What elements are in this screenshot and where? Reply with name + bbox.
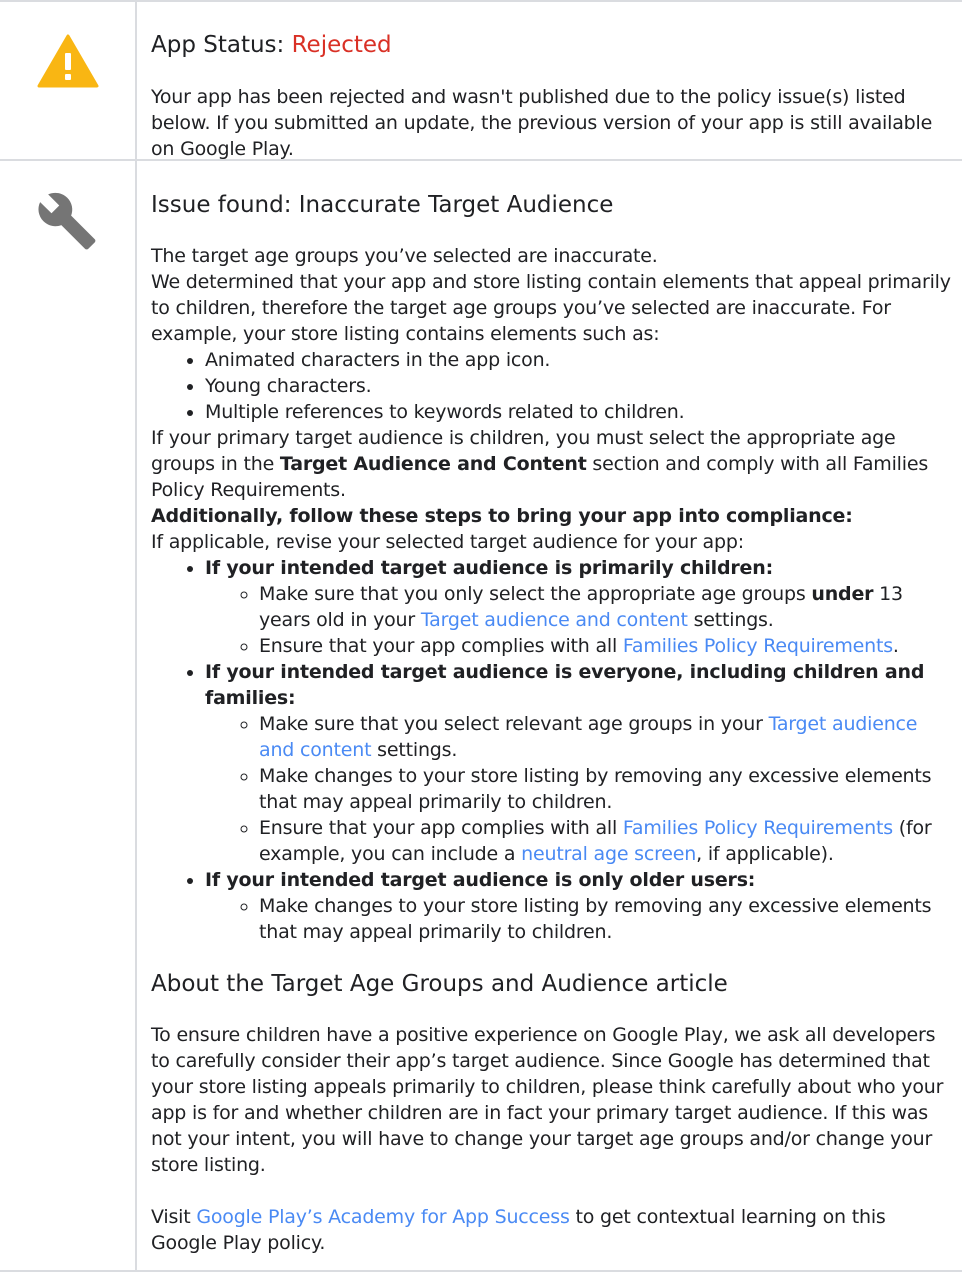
bottom-divider: [0, 1270, 962, 1272]
step-text: Make sure that you only select the appropriate age groups: [259, 583, 812, 605]
families-policy-link[interactable]: Families Policy Requirements: [622, 817, 893, 839]
older-heading: If your intended target audience is only older users:: [205, 869, 756, 891]
if-applicable-text: If applicable, revise your selected target audience for your app:: [151, 531, 744, 553]
list-item: [259, 711, 956, 763]
step-text: (for example, you can include a: [259, 817, 932, 865]
primary-audience-paragraph: [151, 425, 956, 503]
additionally-text: Additionally, follow these steps to bring your app into compliance:: [151, 505, 853, 527]
step-text: settings.: [687, 609, 774, 631]
step-text: settings.: [371, 739, 458, 761]
status-heading: [151, 30, 956, 60]
issue-section: [151, 190, 956, 1256]
primary-text-pre: If your primary target audience is children, you must select the appropriate age groups in the: [151, 427, 896, 475]
primary-text-bold: Target Audience and Content: [279, 453, 587, 475]
elements-list: [151, 347, 956, 425]
list-item: [259, 581, 956, 633]
list-item: • Animated characters in the app icon.: [205, 347, 956, 373]
warning-icon: [37, 34, 99, 92]
column-divider: [135, 0, 137, 1272]
step-text: 13 years old in your: [259, 583, 903, 631]
additionally-heading: [151, 503, 956, 529]
visit-text-pre: Visit: [151, 1206, 197, 1228]
families-policy-link[interactable]: Families Policy Requirements: [622, 635, 893, 657]
older-steps: [205, 893, 956, 945]
visit-paragraph: [151, 1204, 956, 1256]
list-item: ◦ Make changes to your store listing by removing any excessive elements that may appeal primarily to children.: [259, 763, 956, 815]
issue-title: Issue found: Inaccurate Target Audience: [151, 192, 614, 218]
list-item: [205, 555, 956, 659]
wrench-icon: [34, 190, 100, 256]
visit-text-post: to get contextual learning on this Google Play policy.: [151, 1206, 886, 1254]
top-divider: [0, 0, 962, 2]
list-item: ◦ Make changes to your store listing by removing any excessive elements that may appeal primarily to children.: [259, 893, 956, 945]
issue-line-1: The target age groups you’ve selected are inaccurate.: [151, 245, 658, 267]
audience-steps-list: [151, 555, 956, 945]
issue-line-2: We determined that your app and store listing contain elements that appeal primarily to children, therefore the target age groups you’ve selected are inaccurate. For example, your store listing contains elements such as:: [151, 271, 951, 345]
step-bold: under: [811, 583, 874, 605]
neutral-age-screen-link[interactable]: neutral age screen: [521, 843, 697, 865]
list-item: [259, 815, 956, 867]
status-description: Your app has been rejected and wasn't published due to the policy issue(s) listed below. If you submitted an update, the previous version of your app is still available on Google Play.: [151, 86, 933, 160]
status-section: [151, 30, 956, 162]
target-audience-link[interactable]: Target audience and content: [259, 713, 918, 761]
academy-link[interactable]: Google Play’s Academy for App Success: [196, 1206, 570, 1228]
step-text: Ensure that your app complies with all: [259, 817, 623, 839]
step-text: .: [892, 635, 899, 657]
children-steps: [205, 581, 956, 659]
list-item: [259, 633, 956, 659]
list-item: • Multiple references to keywords related to children.: [205, 399, 956, 425]
list-item: • Young characters.: [205, 373, 956, 399]
list-item: [205, 659, 956, 867]
everyone-heading: If your intended target audience is everyone, including children and families:: [205, 661, 925, 709]
about-title: About the Target Age Groups and Audience article: [151, 971, 728, 997]
about-text: To ensure children have a positive experience on Google Play, we ask all developers to carefully consider their app’s target audience. Since Google has determined that your store listing appeals primarily to children, please think carefully about who your app is for and whether children are in fact your primary target audience. If this was not your intent, you will have to change your target age groups and/or change your store listing.: [151, 1024, 944, 1176]
list-item: [205, 867, 956, 945]
step-text: Make sure that you select relevant age groups in your: [259, 713, 769, 735]
children-heading: If your intended target audience is primarily children:: [205, 557, 773, 579]
status-value: Rejected: [291, 32, 392, 58]
primary-text-post: section and comply with all Families Policy Requirements.: [151, 453, 929, 501]
target-audience-link[interactable]: Target audience and content: [420, 609, 688, 631]
step-text: , if applicable).: [696, 843, 834, 865]
status-title: App Status:: [151, 32, 292, 58]
everyone-steps: [205, 711, 956, 867]
step-text: Ensure that your app complies with all: [259, 635, 623, 657]
